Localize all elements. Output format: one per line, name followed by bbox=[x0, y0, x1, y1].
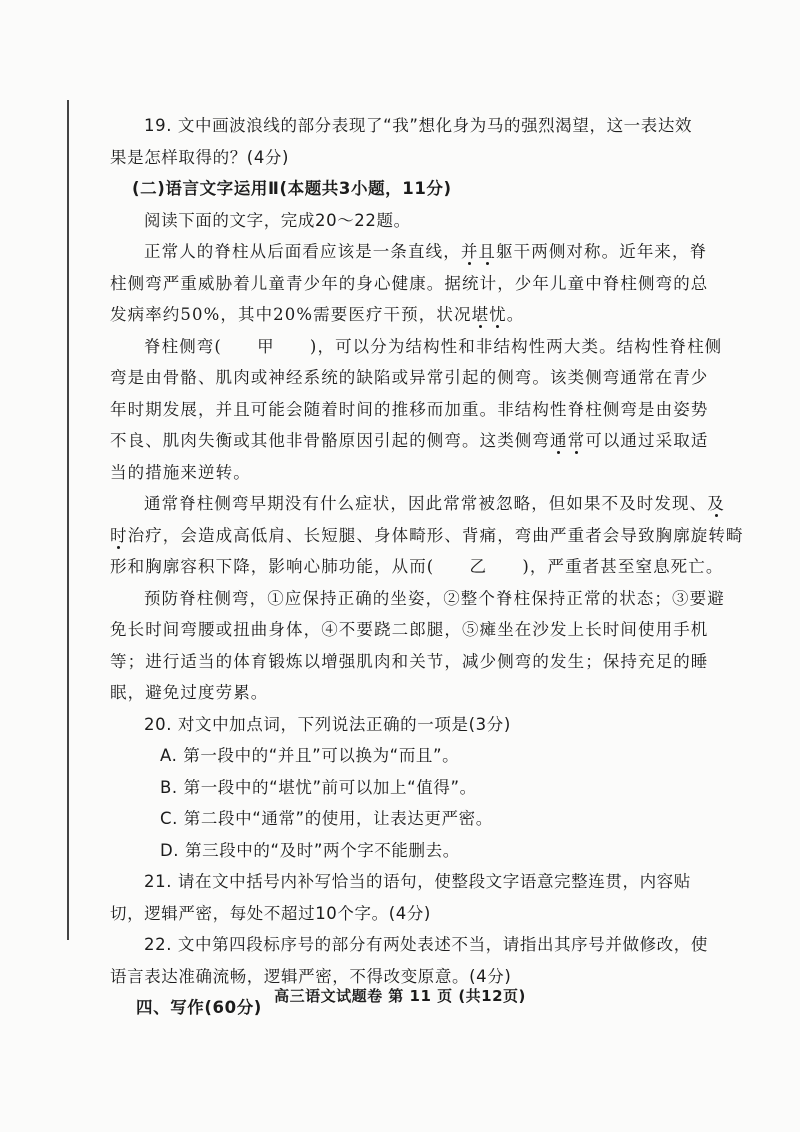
question-19-line-2: 果是怎样取得的？(4分) bbox=[110, 147, 290, 167]
question-21-line-1: 21. 请在文中括号内补写恰当的语句，使整段文字语意完整连贯，内容贴 bbox=[144, 872, 691, 891]
question-22-line-1: 22. 文中第四段标序号的部分有两处表述不当，请指出其序号并做修改，使 bbox=[144, 935, 708, 954]
passage-text: 正常人的脊柱从后面看应该是一条直线， bbox=[144, 242, 461, 261]
page-footer: 高三语文试题卷 第 11 页 (共12页) bbox=[274, 987, 526, 1005]
passage-p3-line-2 bbox=[110, 520, 744, 552]
passage-p2-line-2: 弯是由骨骼、肌肉或神经系统的缺陷或异常引起的侧弯。该类侧弯通常在青少 bbox=[110, 368, 709, 387]
section-2-title: (二)语言文字运用Ⅱ(本题共3小题，11分) bbox=[132, 179, 452, 198]
dotted-char: 堪 bbox=[471, 305, 490, 324]
passage-text: 躯干两侧对称。近年来，脊 bbox=[496, 242, 708, 261]
section-2-instruction: 阅读下面的文字，完成20～22题。 bbox=[144, 210, 411, 230]
passage-p4-line-4: 眠，避免过度劳累。 bbox=[110, 683, 269, 702]
question-20-stem: 20. 对文中加点词，下列说法正确的一项是(3分) bbox=[144, 714, 511, 734]
passage-p2-line-1: 脊柱侧弯( 甲 )，可以分为结构性和非结构性两大类。结构性脊柱侧 bbox=[144, 336, 723, 356]
page-content bbox=[110, 110, 744, 1024]
question-21-line-2: 切，逻辑严密，每处不超过10个字。(4分) bbox=[110, 903, 431, 923]
dotted-char: 及 bbox=[707, 494, 725, 513]
passage-text: 不良、肌肉失衡或其他非骨骼原因引起的侧弯。这类侧弯 bbox=[110, 431, 550, 450]
dotted-char: 常 bbox=[567, 431, 586, 450]
passage-p1-line-3 bbox=[110, 299, 702, 331]
dotted-char: 时 bbox=[110, 525, 128, 545]
dotted-char: 并 bbox=[460, 242, 479, 261]
section-4-title: 四、写作(60分) bbox=[136, 998, 262, 1017]
passage-text: 发病率约50%，其中20%需要医疗干预，状况 bbox=[110, 305, 472, 324]
passage-p1-line-1 bbox=[112, 236, 708, 268]
passage-p4-line-1: 预防脊柱侧弯，①应保持正确的坐姿，②整个脊柱保持正常的状态；③要避 bbox=[144, 588, 725, 608]
passage-p1-line-2: 柱侧弯严重威胁着儿童青少年的身心健康。据统计，少年儿童中脊柱侧弯的总 bbox=[110, 273, 709, 293]
dotted-char: 忧 bbox=[489, 305, 507, 324]
question-20-option-c: C. 第二段中“通常”的使用，让表达更严密。 bbox=[160, 809, 493, 828]
passage-p4-line-2: 免长时间弯腰或扭曲身体，④不要跷二郎腿，⑤瘫坐在沙发上长时间使用手机 bbox=[110, 620, 709, 639]
question-19-line-1: 19. 文中画波浪线的部分表现了“我”想化身为马的强烈渴望，这一表达效 bbox=[144, 116, 693, 135]
passage-text: 治疗，会造成高低肩、长短腿、身体畸形、背痛，弯曲严重者会导致胸廓旋转畸 bbox=[127, 525, 744, 545]
question-22-line-2: 语言表达准确流畅，逻辑严密，不得改变原意。(4分) bbox=[110, 966, 512, 986]
dotted-char: 且 bbox=[478, 242, 497, 261]
passage-text: 。 bbox=[506, 305, 525, 324]
passage-p3-line-1 bbox=[112, 488, 725, 520]
question-20-option-d: D. 第三段中的“及时”两个字不能删去。 bbox=[160, 840, 460, 860]
passage-text: 通常脊柱侧弯早期没有什么症状，因此常常被忽略，但如果不及时发现、 bbox=[144, 494, 708, 513]
passage-p2-line-5: 当的措施来逆转。 bbox=[110, 462, 251, 482]
passage-text: 可以通过采取适 bbox=[585, 431, 709, 450]
passage-p3-line-3: 形和胸廓容积下降，影响心肺功能，从而( 乙 )，严重者甚至窒息死亡。 bbox=[110, 557, 724, 576]
binding-margin-line bbox=[67, 100, 69, 940]
question-20-option-a: A. 第一段中的“并且”可以换为“而且”。 bbox=[160, 746, 460, 765]
dotted-char: 通 bbox=[550, 431, 568, 450]
passage-p2-line-3: 年时期发展，并且可能会随着时间的推移而加重。非结构性脊柱侧弯是由姿势 bbox=[110, 399, 709, 419]
passage-p4-line-3: 等；进行适当的体育锻炼以增强肌肉和关节，减少侧弯的发生；保持充足的睡 bbox=[110, 651, 709, 671]
question-20-option-b: B. 第一段中的“堪忧”前可以加上“值得”。 bbox=[160, 777, 477, 797]
passage-p2-line-4 bbox=[110, 425, 709, 457]
